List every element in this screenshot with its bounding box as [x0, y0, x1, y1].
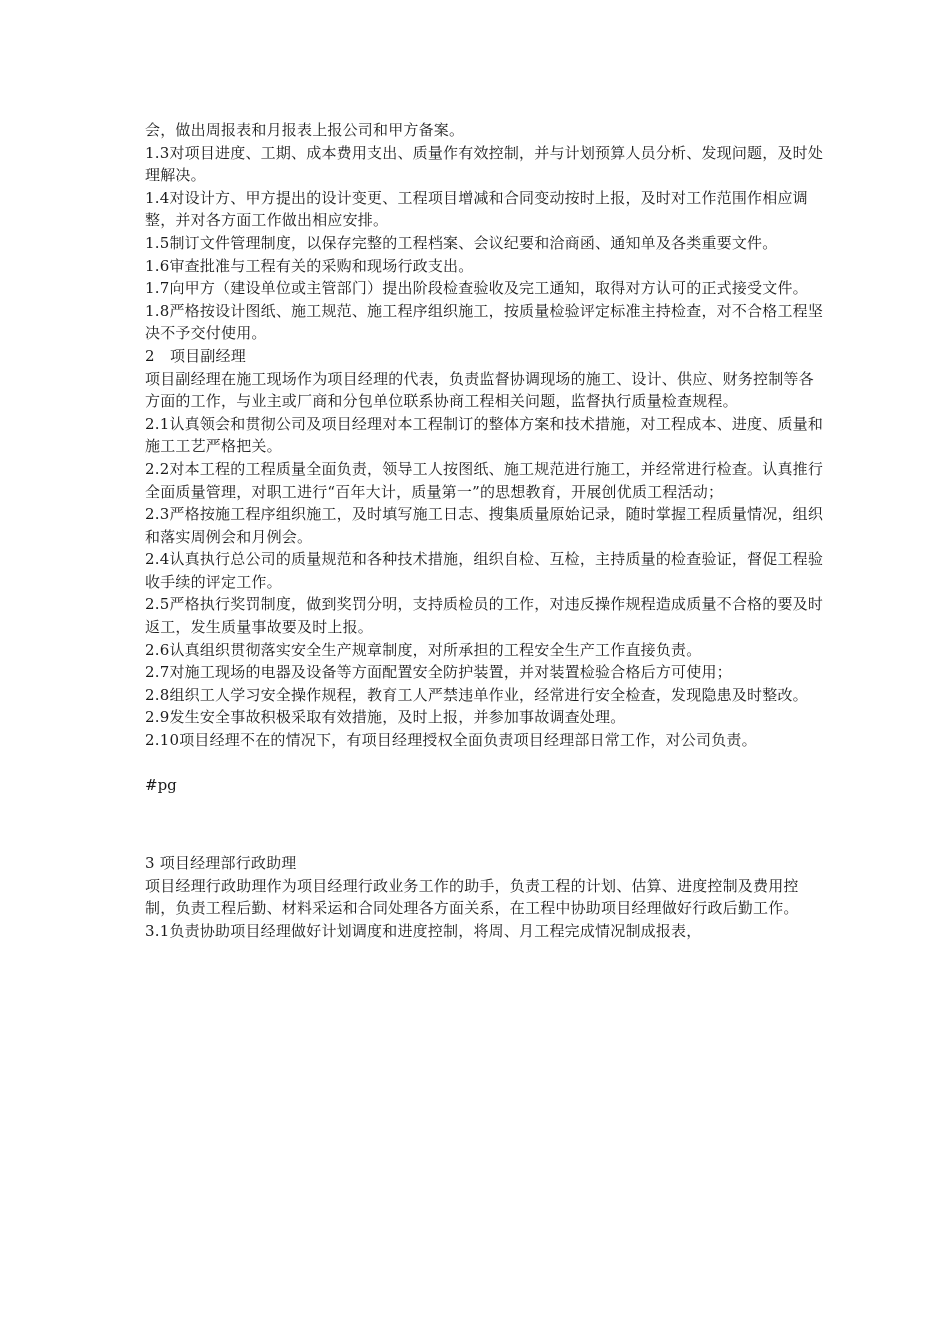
section-3-heading: 3 项目经理部行政助理: [145, 854, 297, 873]
section-1-tail: [145, 119, 825, 345]
page-break-marker: #pg: [145, 775, 177, 794]
item-1-8: 1.8严格按设计图纸、施工规范、施工程序组织施工，按质量检验评定标准主持检查，对不合格工程坚决不予交付使用。: [145, 301, 824, 343]
section-2-intro: 项目副经理在施工现场作为项目经理的代表，负责监督协调现场的施工、设计、供应、财务控制等各方面的工作，与业主或厂商和分包单位联系协商工程相关问题，监督执行质量检查规程。: [145, 369, 814, 411]
section-2: [145, 345, 825, 752]
spacer: [145, 752, 825, 774]
item-2-2: 2.2对本工程的工程质量全面负责，领导工人按图纸、施工规范进行施工，并经常进行检查。认真推行全面质量管理，对职工进行“百年大计，质量第一”的思想教育，开展创优质工程活动；: [145, 459, 824, 501]
item-2-4: 2.4认真执行总公司的质量规范和各种技术措施，组织自检、互检，主持质量的检查验证，督促工程验收手续的评定工作。: [145, 550, 824, 591]
item-1-7: 1.7向甲方（建设单位或主管部门）提出阶段检查验收及完工通知，取得对方认可的正式接受文件。: [145, 279, 808, 298]
item-2-6: 2.6认真组织贯彻落实安全生产规章制度，对所承担的工程安全生产工作直接负责。: [145, 640, 702, 659]
section-3: [145, 852, 825, 942]
item-1-6: 1.6审查批准与工程有关的采购和现场行政支出。: [145, 256, 474, 275]
item-3-1: 3.1负责协助项目经理做好计划调度和进度控制，将周、月工程完成情况制成报表，: [145, 922, 702, 940]
item-2-7: 2.7对施工现场的电器及设备等方面配置安全防护装置，并对装置检验合格后方可使用；: [145, 663, 732, 682]
item-2-8: 2.8组织工人学习安全操作规程，教育工人严禁违单作业，经常进行安全检查，发现隐患及时整改。: [145, 685, 808, 704]
item-2-10: 2.10项目经理不在的情况下，有项目经理授权全面负责项目经理部日常工作，对公司负责。: [145, 731, 757, 750]
spacer: [145, 796, 825, 852]
item-1-5: 1.5制订文件管理制度，以保存完整的工程档案、会议纪要和洽商函、通知单及各类重要文件。: [145, 233, 778, 252]
item-2-9: 2.9发生安全事故积极采取有效措施，及时上报，并参加事故调查处理。: [145, 708, 626, 727]
section-2-heading: 2 项目副经理: [145, 346, 246, 365]
document-page: [145, 119, 825, 943]
paragraph-continuation: 会，做出周报表和月报表上报公司和甲方备案。: [145, 121, 465, 139]
item-2-5: 2.5严格执行奖罚制度，做到奖罚分明，支持质检员的工作，对违反操作规程造成质量不合格的要及时返工，发生质量事故要及时上报。: [145, 595, 824, 637]
item-1-3: 1.3对项目进度、工期、成本费用支出、质量作有效控制，并与计划预算人员分析、发现问题，及时处理解决。: [145, 143, 824, 185]
item-2-1: 2.1认真领会和贯彻公司及项目经理对本工程制订的整体方案和技术措施，对工程成本、进度、质量和施工工艺严格把关。: [145, 414, 824, 456]
item-1-4: 1.4对设计方、甲方提出的设计变更、工程项目增减和合同变动按时上报，及时对工作范围作相应调整，并对各方面工作做出相应安排。: [145, 188, 808, 230]
section-3-intro: 项目经理行政助理作为项目经理行政业务工作的助手，负责工程的计划、估算、进度控制及费用控制，负责工程后勤、材料采运和合同处理各方面关系，在工程中协助项目经理做好行政后勤工作。: [145, 876, 799, 918]
item-2-3: 2.3严格按施工程序组织施工，及时填写施工日志、搜集质量原始记录，随时掌握工程质量情况，组织和落实周例会和月例会。: [145, 505, 824, 546]
